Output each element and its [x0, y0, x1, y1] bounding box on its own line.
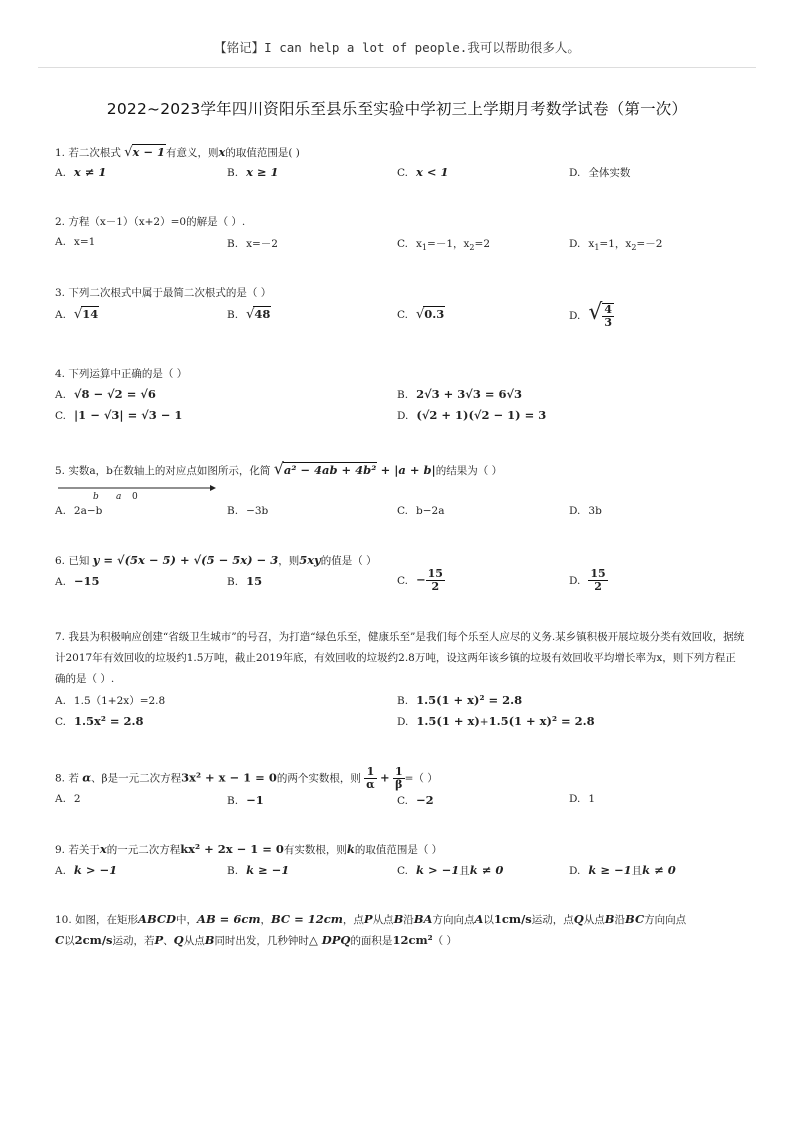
q9-stem-b: 的一元二次方程 [106, 844, 181, 856]
q8-frac-beta: $\frac{1}{\beta}$ [394, 765, 403, 791]
q4-option-d: D. (√2 + 1)(√2 − 1) = 3 [397, 408, 547, 422]
q6-expr2: 5xy [299, 553, 321, 567]
q5-option-a: A. 2a−b [55, 505, 103, 517]
q1-option-d: D. 全体实数 [569, 167, 631, 179]
axis-label-b: b [93, 492, 99, 500]
q5-stem: 5. 实数a，b在数轴上的对应点如图所示，化简 [55, 465, 271, 477]
motto: 【铭记】I can help a lot of people.我可以帮助很多人。 [214, 40, 580, 55]
q8-stem-c: 的两个实数根，则 [276, 772, 361, 785]
q5-radicand: a² − 4ab + 4b² [283, 463, 377, 477]
q1-stem-c: 的取值范围是( ) [225, 147, 300, 159]
axis-label-zero: 0 [132, 492, 138, 500]
q6-stem-c: 的值是（ ） [320, 555, 377, 567]
question-6 [55, 553, 377, 568]
question-1 [55, 144, 300, 160]
q8-stem-b: 、β是一元二次方程 [91, 772, 182, 785]
q5-option-d: D. 3b [569, 505, 602, 517]
q6-expr: y = √(5x − 5) + √(5 − 5x) − 3 [92, 553, 279, 567]
q8-stem-d: =（ ） [404, 772, 438, 785]
q9-option-c: C. k > −1且k ≠ 0 [397, 863, 504, 877]
q2-option-a: A. x=1 [55, 236, 96, 248]
q6-stem: 6. 已知 [55, 555, 90, 567]
q7-option-d: D. 1.5(1 + x)+1.5(1 + x)² = 2.8 [397, 714, 595, 728]
q2-option-d: D. $x_1=1$，$x_2=-2$ [569, 238, 663, 253]
q1-option-c: C. x < 1 [397, 165, 449, 179]
q7-option-a: A. 1.5（1+2x）=2.8 [55, 695, 166, 707]
divider [38, 67, 756, 68]
q9-option-d: D. k ≥ −1且k ≠ 0 [569, 863, 676, 877]
question-5: 5. 实数a，b在数轴上的对应点如图所示，化简 √a² − 4ab + 4b² + |a + b|的结果为（ ） [55, 459, 503, 478]
number-line [58, 480, 218, 500]
q8-alpha: α [82, 770, 92, 785]
q6-option-c: C. − $\frac{15}{2}$ [397, 567, 443, 593]
q8-stem: 8. 若 [55, 772, 79, 785]
q5-stem-b: 的结果为（ ） [435, 465, 503, 477]
page-title: 2022~2023学年四川资阳乐至县乐至实验中学初三上学期月考数学试卷（第一次） [106, 100, 688, 118]
question-7: 7. 我县为积极响应创建“省级卫生城市”的号召，为打造“绿色乐至，健康乐至”是我们每个乐至人应尽的义务.某乡镇积极开展垃圾分类有效回收，据统计2017年有效回收的垃圾约1.5万吨，截止2019年底，有效回收的垃圾约2.8万吨，设这两年该乡镇的垃圾有效回收平均增长率为x，则下列方程正确的是（ ）. [55, 631, 745, 685]
q5-option-c: C. b−2a [397, 505, 445, 517]
question-9 [55, 842, 442, 857]
q4-option-a: A. √8 − √2 = √6 [55, 387, 156, 401]
q1-stem-b: 有意义，则 [166, 147, 219, 159]
q4-option-c: C. |1 − √3| = √3 − 1 [55, 408, 183, 422]
q9-var2: k [346, 842, 355, 856]
q8-frac-alpha: $\frac{1}{\alpha}$ [366, 765, 375, 791]
q8-plus: + [379, 770, 390, 785]
q9-stem: 9. 若关于 [55, 844, 100, 856]
q4-option-b: B. 2√3 + 3√3 = 6√3 [397, 387, 523, 401]
q8-equation: 3x² + x − 1 = 0 [181, 770, 277, 785]
axis-label-a: a [116, 492, 122, 500]
q3-option-c: C. √0.3 [397, 307, 445, 322]
q7-option-c: C. 1.5x² = 2.8 [55, 714, 144, 728]
question-10-line-1: 10. 如图，在矩形ABCD中，AB = 6cm，BC = 12cm，点P从点B沿BA方向向点A以1cm/s运动，点Q从点B沿BC方向向点 [55, 912, 687, 926]
question-4: 4. 下列运算中正确的是（ ） [55, 368, 188, 380]
q8-option-a: A. 2 [55, 793, 81, 805]
q8-option-d: D. 1 [569, 793, 596, 805]
q1-radicand: x − 1 [132, 145, 166, 159]
q6-stem-b: ，则 [278, 555, 300, 567]
question-8 [55, 766, 438, 791]
q5-option-b: B. −3b [227, 505, 269, 517]
q2-option-b: B. x=－2 [227, 238, 278, 250]
q1-option-b: B. x ≥ 1 [227, 165, 279, 179]
q9-option-b: B. k ≥ −1 [227, 863, 290, 877]
q9-stem-c: 有实数根，则 [283, 844, 347, 856]
q6-option-d: D. $\frac{15}{2}$ [569, 567, 606, 593]
q1-stem: 1. 若二次根式 [55, 147, 121, 159]
q3-option-b: B. √48 [227, 307, 271, 322]
q9-stem-d: 的取值范围是（ ） [354, 844, 443, 856]
q8-option-b: B. −1 [227, 793, 264, 807]
q6-option-b: B. 15 [227, 574, 263, 588]
question-10-line-2: C以2cm/s运动，若P、Q从点B同时出发，几秒钟时△ DPQ的面积是12cm²（ ） [55, 933, 457, 947]
q3-option-a: A. √14 [55, 307, 99, 322]
q1-option-a: A. x ≠ 1 [55, 165, 107, 179]
q9-equation: kx² + 2x − 1 = 0 [180, 842, 284, 856]
q2-option-c: C. $x_1=-1$，$x_2=2$ [397, 238, 490, 253]
q8-option-c: C. −2 [397, 793, 434, 807]
q1-var: x [218, 145, 226, 159]
q6-option-a: A. −15 [55, 574, 100, 588]
q9-option-a: A. k > −1 [55, 863, 118, 877]
q7-option-b: B. 1.5(1 + x)² = 2.8 [397, 693, 523, 707]
q5-abs: + |a + b| [380, 463, 436, 477]
q9-var: x [99, 842, 107, 856]
radical-sign: √ [124, 145, 133, 160]
question-2: 2. 方程（x－1）（x+2）=0的解是（ ）. [55, 216, 246, 228]
q3-option-d: D. √ $\frac{4}{3}$ [569, 300, 613, 329]
question-3: 3. 下列二次根式中属于最简二次根式的是（ ） [55, 287, 272, 299]
